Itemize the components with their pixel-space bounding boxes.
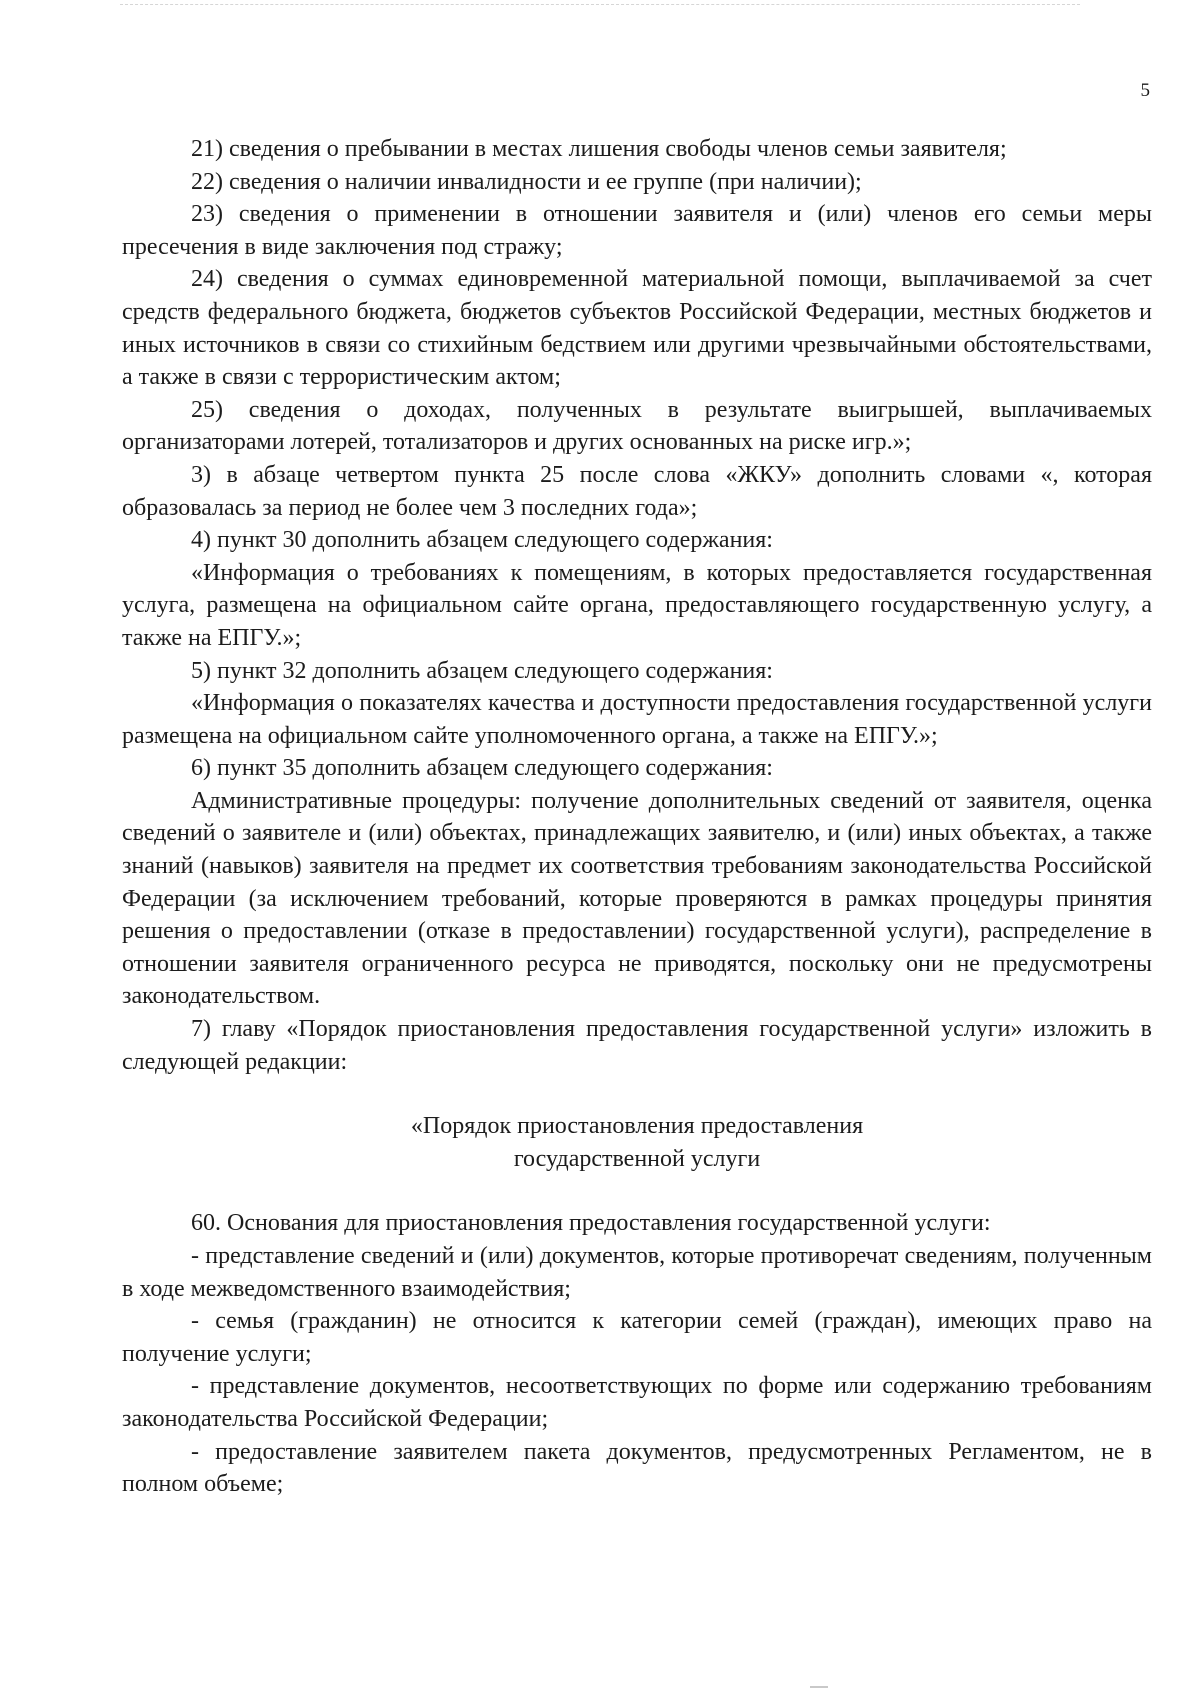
list-item-category: - семья (гражданин) не относится к категории семей (граждан), имеющих право на получение услуги;	[122, 1308, 1152, 1367]
paragraph-item-21: 21) сведения о пребывании в местах лишения свободы членов семьи заявителя;	[191, 136, 1007, 162]
page-number: 5	[1140, 80, 1150, 101]
document-body	[122, 133, 1152, 1501]
paragraph-amendment-7: 7) главу «Порядок приостановления предоставления государственной услуги» изложить в следующей редакции:	[122, 1016, 1152, 1075]
paragraph-item-24: 24) сведения о суммах единовременной материальной помощи, выплачиваемой за счет средств федерального бюджета, бюджетов субъектов Российской Федерации, местных бюджетов и иных источников в связи со стихийным бедствием или другими чрезвычайными обстоятельствами, а также в связи с террористическим актом;	[122, 266, 1152, 391]
list-item-contradiction: - представление сведений и (или) документов, которые противоречат сведениям, полученным в ходе межведомственного взаимодействия;	[122, 1243, 1152, 1302]
section-heading	[122, 1110, 1152, 1175]
paragraph-amendment-5-text: «Информация о показателях качества и доступности предоставления государственной услуги размещена на официальном сайте уполномоченного органа, а также на ЕПГУ.»;	[122, 690, 1152, 749]
scan-top-edge	[120, 4, 1080, 5]
paragraph-amendment-5: 5) пункт 32 дополнить абзацем следующего содержания:	[191, 657, 773, 684]
paragraph-amendment-4-text: «Информация о требованиях к помещениям, в которых предоставляется государственная услуга, размещена на официальном сайте органа, предоставляющего государственную услугу, а также на ЕПГУ.»;	[122, 559, 1152, 651]
paragraph-item-25: 25) сведения о доходах, полученных в результате выигрышей, выплачиваемых организаторами лотерей, тотализаторов и других основанных на риске игр.»;	[122, 396, 1152, 456]
paragraph-item-60: 60. Основания для приостановления предоставления государственной услуги:	[191, 1210, 991, 1237]
section-heading-line2: государственной услуги	[513, 1145, 761, 1172]
scan-bottom-mark	[810, 1686, 828, 1688]
paragraph-amendment-6: 6) пункт 35 дополнить абзацем следующего содержания:	[191, 755, 773, 782]
paragraph-item-23: 23) сведения о применении в отношении заявителя и (или) членов его семьи меры пресечения в виде заключения под стражу;	[122, 201, 1152, 260]
paragraph-amendment-4: 4) пункт 30 дополнить абзацем следующего содержания:	[191, 527, 773, 554]
paragraph-amendment-6-text: Административные процедуры: получение дополнительных сведений от заявителя, оценка сведений о заявителе и (или) объектах, принадлежащих заявителю, и (или) иных объектах, а также знаний (навыков) заявителя на предмет их соответствия требованиям законодательства Российской Федерации (за исключением требований, которые проверяются в рамках процедуры принятия решения о предоставлении (отказе в предоставлении) государственной услуги), распределение в отношении заявителя ограниченного ресурса не приводятся, поскольку они не предусмотрены законодательством.	[122, 787, 1152, 1010]
list-item-incomplete-package: - предоставление заявителем пакета документов, предусмотренных Регламентом, не в полном объеме;	[122, 1438, 1152, 1498]
paragraph-item-22: 22) сведения о наличии инвалидности и ее группе (при наличии);	[191, 168, 862, 195]
section-heading-line1: «Порядок приостановления предоставления	[410, 1113, 864, 1140]
list-item-form-mismatch: - представление документов, несоответствующих по форме или содержанию требованиям законодательства Российской Федерации;	[122, 1373, 1152, 1432]
paragraph-amendment-3: 3) в абзаце четвертом пункта 25 после слова «ЖКУ» дополнить словами «, которая образовалась за период не более чем 3 последних года»;	[122, 461, 1152, 521]
